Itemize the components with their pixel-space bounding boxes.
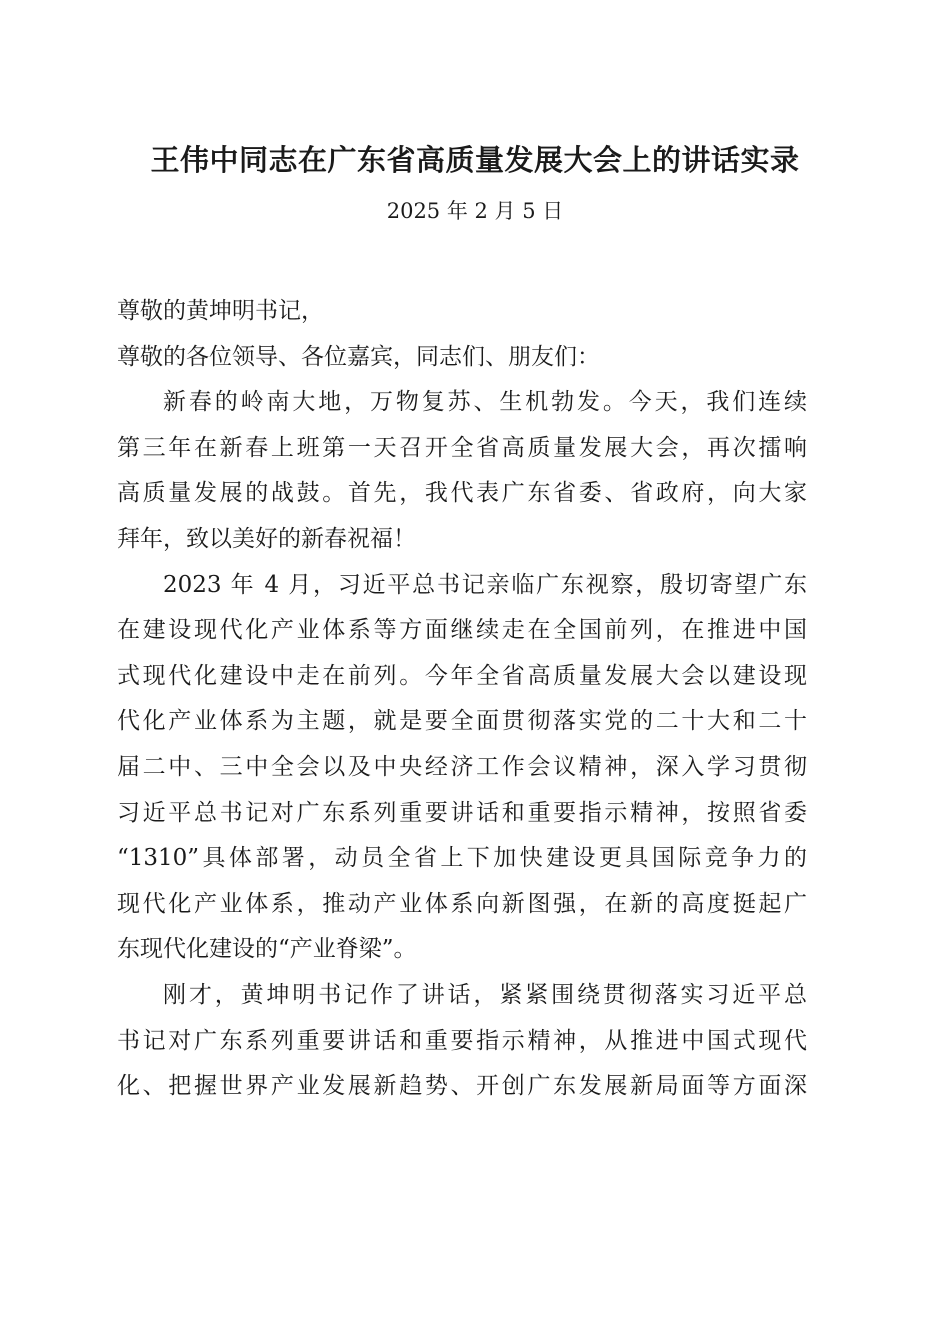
paragraph-line: 东现代化建设的“产业脊梁”。 xyxy=(117,936,417,963)
paragraph-line: 第三年在新春上班第一天召开全省高质量发展大会，再次擂响 xyxy=(117,434,807,461)
paragraph-line: 习近平总书记对广东系列重要讲话和重要指示精神，按照省委 xyxy=(117,799,807,826)
paragraph-line: 2023 年 4 月，习近平总书记亲临广东视察，殷切寄望广东 xyxy=(163,571,807,598)
document-title: 王伟中同志在广东省高质量发展大会上的讲话实录 xyxy=(150,143,800,177)
paragraph-line: 在建设现代化产业体系等方面继续走在全国前列，在推进中国 xyxy=(117,617,807,644)
salutation-line: 尊敬的各位领导、各位嘉宾，同志们、朋友们： xyxy=(117,343,600,370)
paragraph xyxy=(117,380,807,562)
paragraph-line: 新春的岭南大地，万物复苏、生机勃发。今天，我们连续 xyxy=(163,389,807,416)
document-date: 2025 年 2 月 5 日 xyxy=(386,199,564,223)
document-body xyxy=(117,289,807,1110)
paragraph-line: 式现代化建设中走在前列。今年全省高质量发展大会以建设现 xyxy=(117,662,807,689)
paragraph xyxy=(117,563,807,973)
paragraph xyxy=(117,973,807,1110)
salutation-line: 尊敬的黄坤明书记， xyxy=(117,298,324,324)
paragraph-line: 代化产业体系为主题，就是要全面贯彻落实党的二十大和二十 xyxy=(117,708,807,735)
paragraph-line: 拜年，致以美好的新春祝福！ xyxy=(117,525,416,552)
paragraph-line: 书记对广东系列重要讲话和重要指示精神，从推进中国式现代 xyxy=(117,1027,807,1054)
paragraph-line: 现代化产业体系，推动产业体系向新图强，在新的高度挺起广 xyxy=(117,890,807,917)
paragraph-line: 刚才，黄坤明书记作了讲话，紧紧围绕贯彻落实习近平总 xyxy=(163,981,807,1008)
paragraph-line: “1310”具体部署，动员全省上下加快建设更具国际竞争力的 xyxy=(117,845,807,872)
paragraph-line: 届二中、三中全会以及中央经济工作会议精神，深入学习贯彻 xyxy=(117,753,807,780)
paragraph-line: 化、把握世界产业发展新趋势、开创广东发展新局面等方面深 xyxy=(117,1073,807,1100)
paragraph-line: 高质量发展的战鼓。首先，我代表广东省委、省政府，向大家 xyxy=(117,480,807,507)
